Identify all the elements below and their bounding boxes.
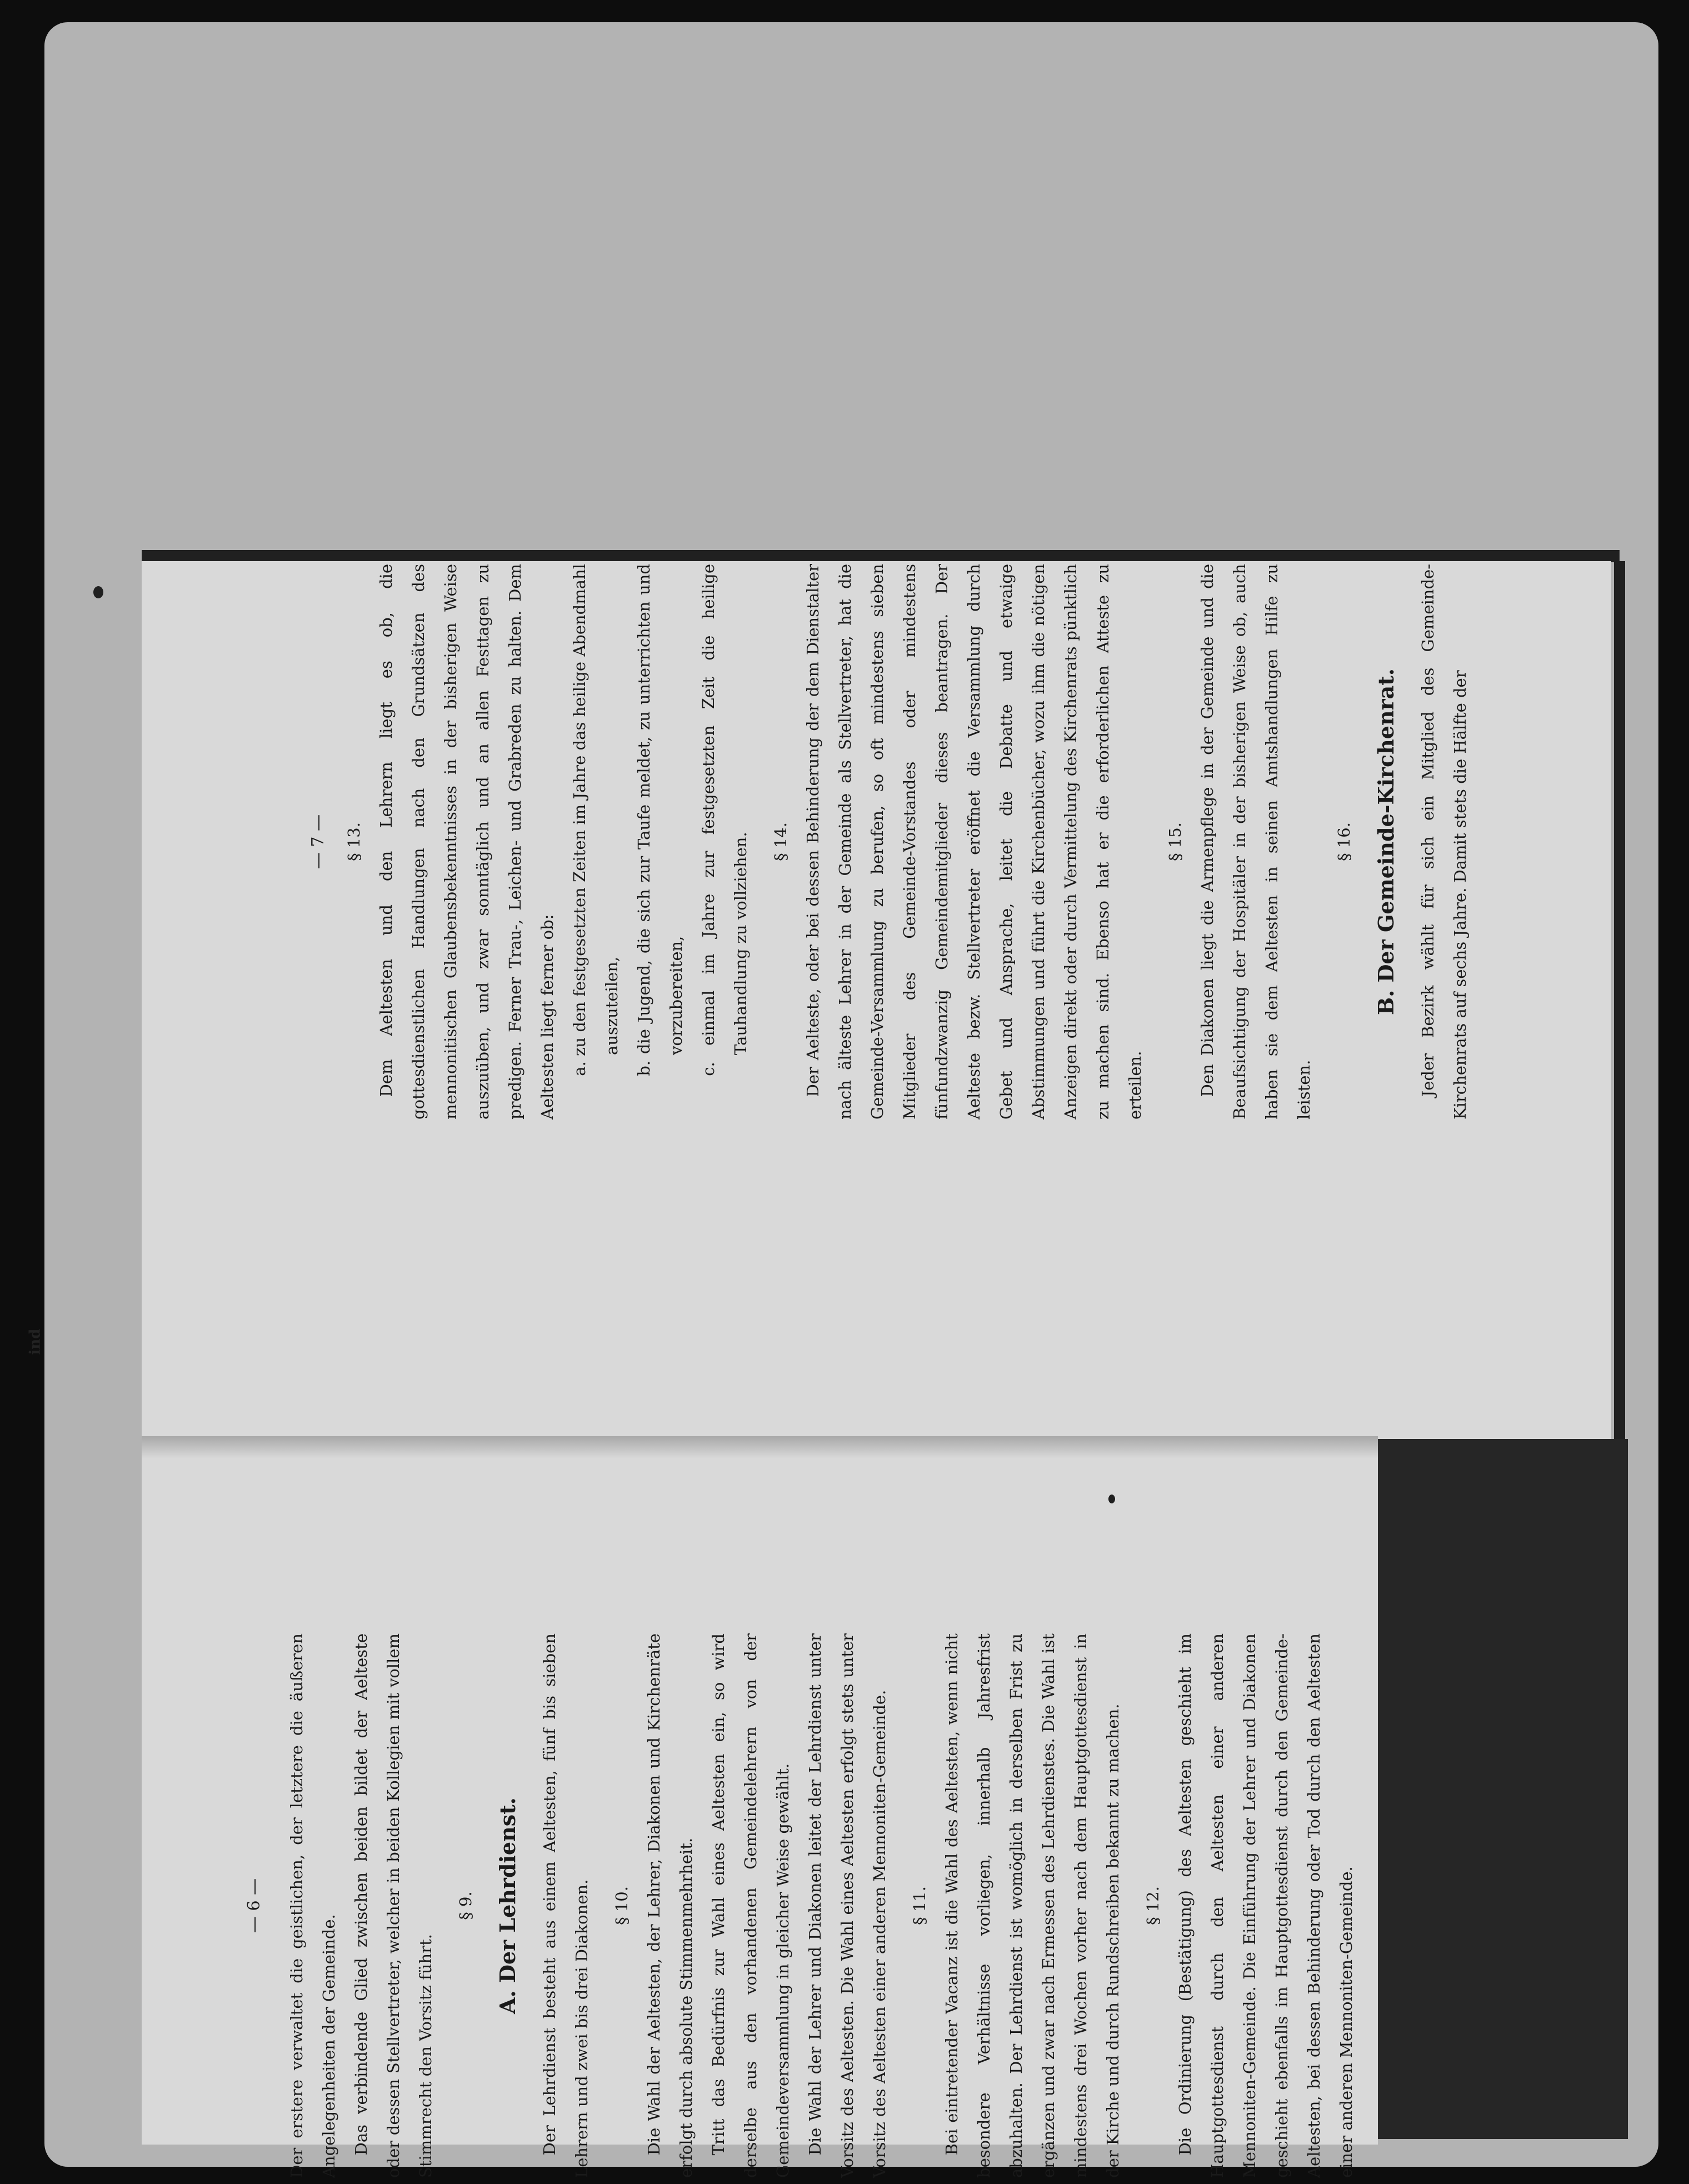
paragraph: Den Diakonen liegt die Armenpflege in der Gemeinde und die Beaufsichtigung der Hospitäler in der bisherigen Weise ob, auch haben sie dem Aeltesten in seinen Amtshandlungen Hilfe zu leisten. xyxy=(1198,564,1313,1120)
page-number: — 7 — xyxy=(308,814,328,869)
page-6-body xyxy=(281,1633,1362,2178)
paragraph: Bei eintretender Vacanz ist die Wahl des Aeltesten, wenn nicht besondere Verhältnisse vorliegen, innerhalb Jahresfrist abzuhalten. Der Lehrdienst ist womöglich in derselben Frist zu ergänzen und zwar nach Ermessen des Lehrdienstes. Die Wahl ist mindestens drei Wochen vorher nach dem Hauptgottesdienst in der Kirche und durch Rundschreiben bekannt zu machen. xyxy=(942,1633,1122,2178)
section-number: § 9. xyxy=(456,1891,475,1920)
paragraph: Jeder Bezirk wählt für sich ein Mitglied des Gemeinde-Kirchenrats auf sechs Jahre. Damit stets die Hälfte der xyxy=(1418,564,1470,1120)
list-item: a. zu den festgesetzten Zeiten im Jahre das heilige Abendmahl auszuteilen, xyxy=(570,564,621,1076)
section-heading: B. Der Gemeinde-Kirchenrat. xyxy=(1373,668,1398,1016)
book-gutter xyxy=(142,1436,1378,1458)
paragraph: Dem Aeltesten und den Lehrern liegt es ob, die gottesdienstlichen Handlungen nach den Grundsätzen des mennonitischen Glaubensbekenntnisses in der bisherigen Weise auszuüben, und zwar sonntäglich und an allen Festtagen zu predigen. Ferner Trau-, Leichen- und Grabreden zu halten. Dem Aeltesten liegt ferner ob: xyxy=(377,564,557,1120)
page-7 xyxy=(308,564,1570,1120)
paragraph: Die Ordinierung (Bestätigung) des Aeltesten geschieht im Hauptgottesdienst durch den Aeltesten einer anderen Mennoniten-Gemeinde. Die Einführung der Lehrer und Diakonen geschieht ebenfalls im Hauptgottesdienst durch den Gemeinde-Aeltesten, bei dessen Behinderung oder Tod durch den Aeltesten einer anderen Mennoniten-Gemeinde. xyxy=(1176,1633,1356,2178)
section-number: § 11. xyxy=(910,1886,929,1925)
page-shadow-band xyxy=(142,550,1620,562)
section-number: § 13. xyxy=(344,822,363,861)
page-6 xyxy=(244,1633,1456,2178)
page-7-body xyxy=(344,564,1476,1120)
section-number: § 16. xyxy=(1335,822,1353,861)
paragraph: Die Wahl der Lehrer und Diakonen leitet der Lehrdienst unter Vorsitz des Aeltesten. Die Wahl eines Aeltesten erfolgt stets unter Vorsitz des Aeltesten einer anderen Mennoniten-Gemeinde. xyxy=(806,1633,889,2178)
paragraph: Der erstere verwaltet die geistlichen, der letztere die äußeren Angelegenheiten der Gemeinde. xyxy=(287,1633,338,2178)
binding-hole xyxy=(93,586,103,598)
paragraph: Die Wahl der Aeltesten, der Lehrer, Diakonen und Kirchenräte erfolgt durch absolute Stimmenmehrheit. xyxy=(644,1633,696,2178)
list-item: b. die Jugend, die sich zur Taufe meldet, zu unterrichten und vorzubereiten, xyxy=(634,564,686,1076)
section-number: § 15. xyxy=(1166,822,1185,861)
section-number: § 14. xyxy=(771,822,790,861)
list-item: c. einmal im Jahre zur festgesetzten Zeit die heilige Tauhandlung zu vollziehen. xyxy=(699,564,750,1076)
paragraph: Tritt das Bedürfnis zur Wahl eines Aeltesten ein, so wird derselbe aus den vorhandenen Gemeindelehrern von der Gemeindeversammlung in gleicher Weise gewählt. xyxy=(709,1633,792,2178)
section-number: § 10. xyxy=(612,1886,631,1925)
section-heading: A. Der Lehrdienst. xyxy=(495,1797,520,2014)
section-number: § 12. xyxy=(1143,1886,1162,1925)
speck xyxy=(1108,1495,1115,1503)
page-shadow-band-right xyxy=(1614,561,1625,1450)
margin-mark: ind xyxy=(27,1328,44,1355)
paragraph: Der Lehrdienst besteht aus einem Aeltesten, fünf bis sieben Lehrern und zwei bis drei Diakonen. xyxy=(540,1633,591,2178)
paragraph: Der Aelteste, oder bei dessen Behinderung der dem Dienstalter nach älteste Lehrer in der Gemeinde als Stellvertreter, hat die Gemeinde-Versammlung zu berufen, so oft mindestens sieben Mitglieder des Gemeinde-Vorstandes oder mindestens fünfundzwanzig Gemeindemitglieder dieses beantragen. Der Aelteste bezw. Stellvertreter eröffnet die Versammlung durch Gebet und Ansprache, leitet die Debatte und etwaige Abstimmungen und führt die Kirchenbücher, wozu ihm die nötigen Anzeigen direkt oder durch Vermittelung des Kirchenrats pünktlich zu machen sind. Ebenso hat er die erforderlichen Atteste zu erteilen. xyxy=(803,564,1145,1120)
page-number: — 6 — xyxy=(244,1878,264,1933)
paragraph: Das verbindende Glied zwischen beiden bildet der Aelteste oder dessen Stellvertreter, welcher in beiden Kollegien mit vollem Stimmrecht den Vorsitz führt. xyxy=(352,1633,435,2178)
